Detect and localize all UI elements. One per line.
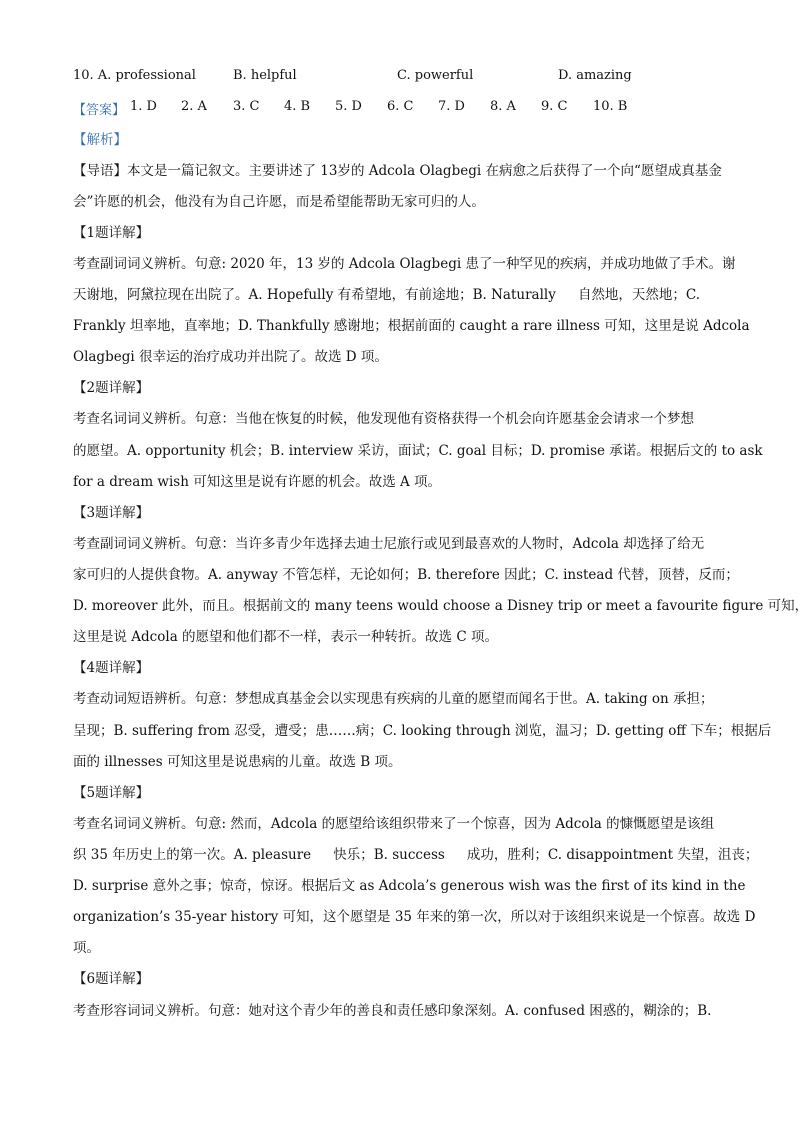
paragraph-line: 呈现；B. suffering from 忍受，遭受；患……病；C. looking through 浏览，温习；D. getting off 下车；根据后 <box>73 723 772 739</box>
answer-item: 1. D <box>130 99 157 114</box>
paragraph-line: 织 35 年历史上的第一次。A. pleasure 快乐；B. success 成功，胜利；C. disappointment 失望，沮丧； <box>73 847 759 863</box>
paragraph-line: 家可归的人提供食物。A. anyway 不管怎样，无论如何；B. therefore 因此；C. instead 代替，顶替，反而； <box>73 567 739 583</box>
section-heading-q3: 【3题详解】 <box>73 505 150 521</box>
answer-item: 4. B <box>284 99 311 114</box>
section-heading-q2: 【2题详解】 <box>73 380 150 396</box>
paragraph-line: Olagbegi 很幸运的治疗成功并出院了。故选 D 项。 <box>73 349 388 365</box>
intro-line: 会”许愿的机会，他没有为自己许愿，而是希望能帮助无家可归的人。 <box>73 194 485 210</box>
paragraph-line: 的愿望。A. opportunity 机会；B. interview 采访，面试；C. goal 目标；D. promise 承诺。根据后文的 to ask <box>73 443 763 459</box>
answer-item: 2. A <box>181 99 207 114</box>
paragraph-line: 天谢地，阿黛拉现在出院了。A. Hopefully 有希望地，有前途地；B. Naturally 自然地，天然地；C. <box>73 287 701 303</box>
question-10-option-a: 10. A. professional <box>73 68 196 83</box>
paragraph-line: 项。 <box>73 940 100 956</box>
section-heading-q5: 【5题详解】 <box>73 785 150 801</box>
paragraph-line: 考查动词短语辨析。句意：梦想成真基金会以实现患有疾病的儿童的愿望而闻名于世。A. taking on 承担； <box>73 691 714 707</box>
paragraph-line: D. surprise 意外之事；惊奇，惊讶。根据后文 as Adcola’s generous wish was the first of its kind in the <box>73 878 746 894</box>
paragraph-line: for a dream wish 可知这里是说有许愿的机会。故选 A 项。 <box>73 474 442 490</box>
section-heading-q4: 【4题详解】 <box>73 660 150 676</box>
paragraph-line: 考查名词词义辨析。句意: 然而，Adcola 的愿望给该组织带来了一个惊喜，因为 Adcola 的慷慨愿望是该组 <box>73 816 715 832</box>
paragraph-line: 面的 illnesses 可知这里是说患病的儿童。故选 B 项。 <box>73 754 402 770</box>
question-10-option-d: D. amazing <box>558 68 632 83</box>
paragraph-line: D. moreover 此外，而且。根据前文的 many teens would choose a Disney trip or meet a favourite figure 可知， <box>73 598 808 614</box>
analysis-label: 【解析】 <box>73 132 127 148</box>
question-10-option-c: C. powerful <box>397 68 474 83</box>
paragraph-line: 考查形容词词义辨析。句意：她对这个青少年的善良和责任感印象深刻。A. confused 困惑的，糊涂的；B. <box>73 1003 712 1019</box>
answer-item: 10. B <box>593 99 628 114</box>
paragraph-line: 考查副词词义辨析。句意: 2020 年，13 岁的 Adcola Olagbegi 患了一种罕见的疾病，并成功地做了手术。谢 <box>73 256 736 272</box>
paragraph-line: 这里是说 Adcola 的愿望和他们都不一样，表示一种转折。故选 C 项。 <box>73 629 498 645</box>
intro-line: 【导语】本文是一篇记叙文。主要讲述了 13岁的 Adcola Olagbegi 在病愈之后获得了一个向“愿望成真基金 <box>73 163 722 179</box>
section-heading-q1: 【1题详解】 <box>73 225 150 241</box>
paragraph-line: 考查名词词义辨析。句意：当他在恢复的时候，他发现他有资格获得一个机会向许愿基金会请求一个梦想 <box>73 411 694 427</box>
paragraph-line: organization’s 35-year history 可知，这个愿望是 35 年来的第一次，所以对于该组织来说是一个惊喜。故选 D <box>73 909 756 925</box>
answer-item: 5. D <box>335 99 362 114</box>
section-heading-q6: 【6题详解】 <box>73 971 150 987</box>
answer-item: 7. D <box>438 99 465 114</box>
answer-item: 6. C <box>387 99 414 114</box>
answer-item: 9. C <box>541 99 568 114</box>
question-10-option-b: B. helpful <box>233 68 297 83</box>
answer-item: 3. C <box>233 99 260 114</box>
answer-item: 8. A <box>490 99 516 114</box>
paragraph-line: 考查副词词义辨析。句意：当许多青少年选择去迪士尼旅行或见到最喜欢的人物时，Adcola 却选择了给无 <box>73 536 705 552</box>
answer-label: 【答案】 <box>73 103 126 118</box>
paragraph-line: Frankly 坦率地，直率地；D. Thankfully 感谢地；根据前面的 caught a rare illness 可知，这里是说 Adcola <box>73 318 750 334</box>
